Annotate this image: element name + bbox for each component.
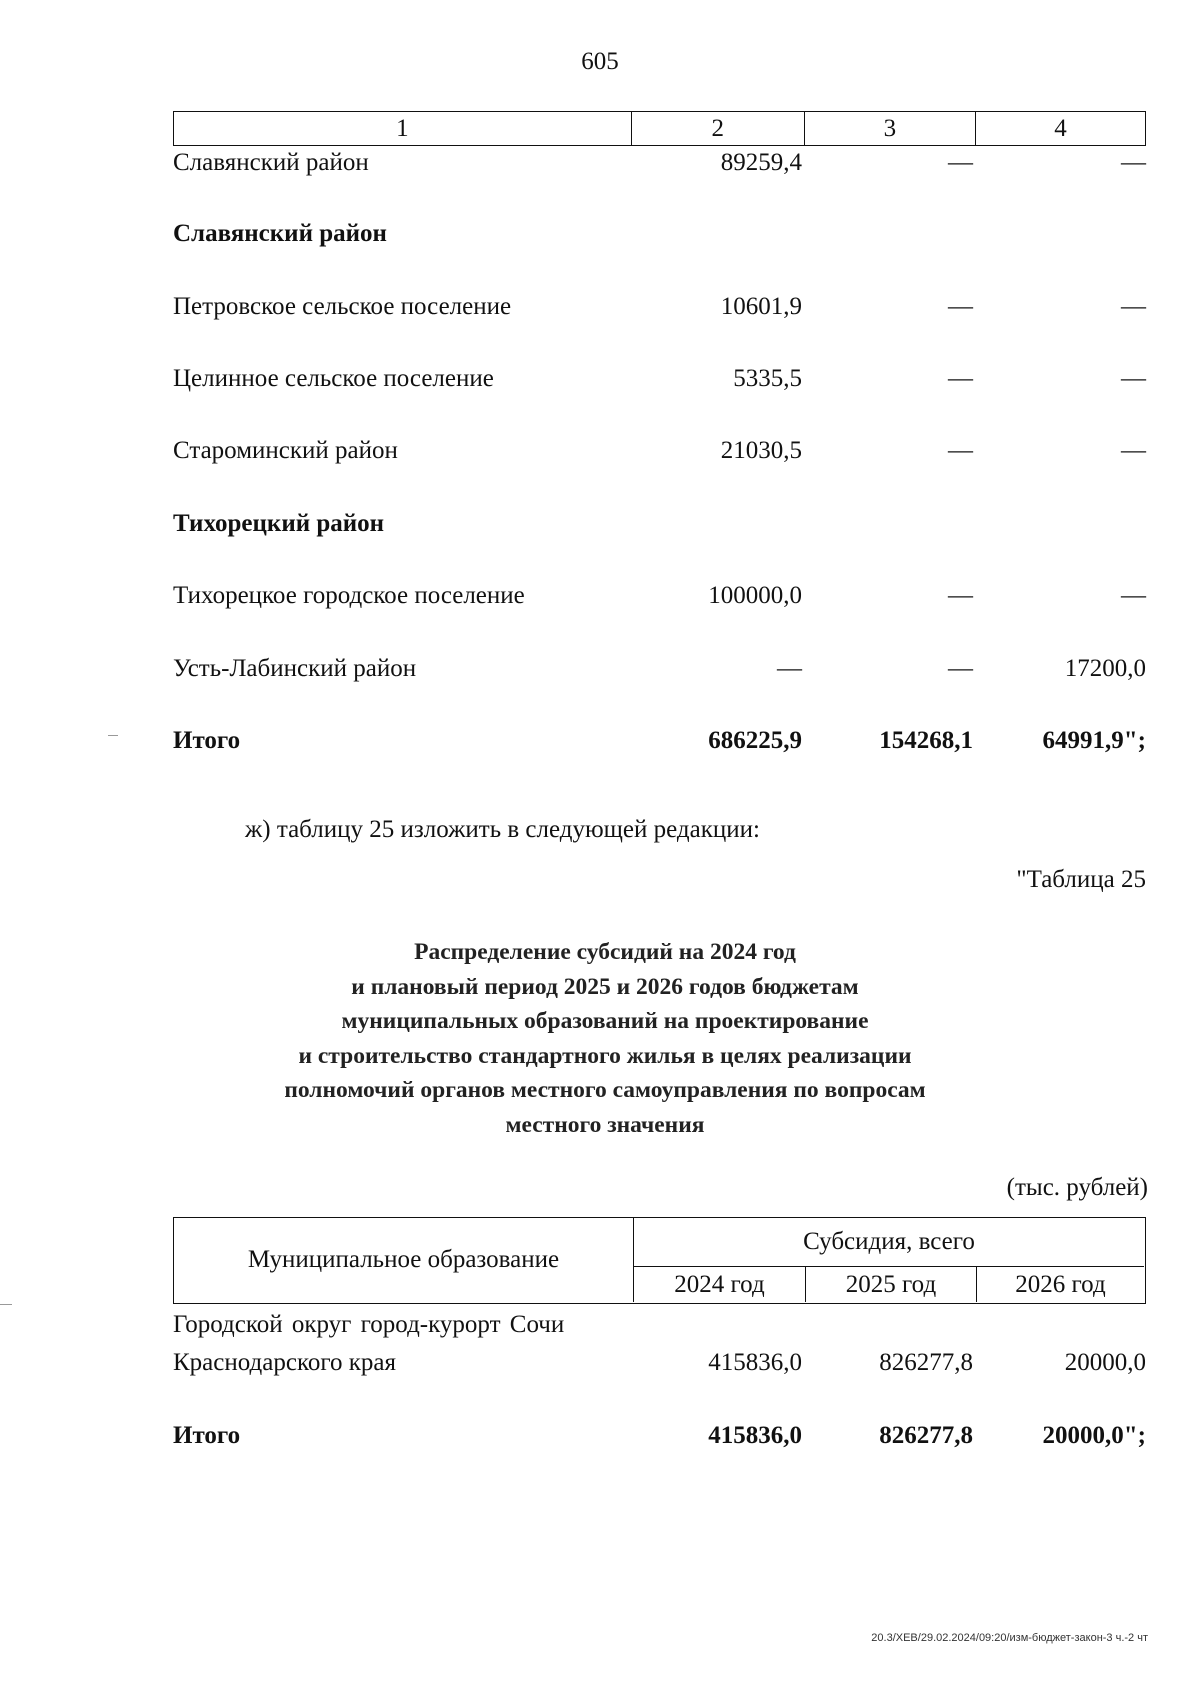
header-subsidy-total: Субсидия, всего [634,1218,1144,1267]
row-name: Тихорецкий район [173,510,385,537]
row-value-2026: — [1121,149,1146,176]
row-value-2024: 100000,0 [708,582,802,609]
row-value-2024: 415836,0 [708,1422,802,1449]
row-value-2025: 154268,1 [879,727,973,754]
page-number: 605 [581,48,619,75]
title-line: полномочий органов местного самоуправления по вопросам [284,1077,926,1103]
row-value-2025: 826277,8 [879,1422,973,1449]
header-year-2025: 2025 год [806,1267,977,1302]
scan-mark [0,1304,12,1305]
row-name: Славянский район [173,220,387,247]
row-value-2026: — [1121,365,1146,392]
row-value-2026: — [1121,293,1146,320]
row-name-line2: Краснодарского края [173,1349,396,1376]
row-value-2024: 89259,4 [720,149,802,176]
col-number-1: 1 [396,115,409,142]
row-value-2025: — [948,293,973,320]
row-value-2024: 415836,0 [708,1349,802,1376]
table1-column-numbers [173,111,1146,146]
row-value-2026: — [1121,582,1146,609]
table-row [173,582,1146,618]
title-line: и строительство стандартного жилья в целях реализации [298,1042,912,1069]
scan-mark [108,735,118,736]
title-line: муниципальных образований на проектирование [341,1008,869,1034]
row-name: Тихорецкое городское поселение [173,582,525,609]
units-label: (тыс. рублей) [1006,1174,1148,1201]
row-name: Славянский район [173,149,369,176]
table-row [173,293,1146,329]
table-row [173,437,1146,473]
table-row [173,365,1146,401]
col-number-3: 3 [804,112,975,145]
table-row-total [173,1422,1146,1458]
header-municipality: Муниципальное образование [174,1218,634,1302]
row-value-2026: 17200,0 [1064,655,1146,682]
table-row-group-heading [173,220,1146,256]
header-year-2026: 2026 год [1015,1271,1106,1298]
title-line: и плановый период 2025 и 2026 годов бюджетам [351,973,859,1000]
row-value-2024: 10601,9 [720,293,802,320]
row-value-2025: 826277,8 [879,1349,973,1376]
header-year-2024: 2024 год [634,1267,806,1302]
table-row-total [173,727,1146,763]
table-row-line1 [173,1311,1146,1347]
col-number-4: 4 [975,112,1145,145]
row-value-2026: 20000,0 [1064,1349,1146,1376]
row-value-2026: 64991,9"; [1042,727,1146,754]
row-name: Староминский район [173,437,398,464]
row-value-2025: — [948,437,973,464]
table-row [173,149,1146,185]
row-value-2025: — [948,149,973,176]
title-line: Распределение субсидий на 2024 год [414,939,796,965]
table2-header [173,1217,1146,1304]
row-value-2026: — [1121,437,1146,464]
row-value-2024: 21030,5 [720,437,802,464]
footer-document-code: 20.3/ХЕВ/29.02.2024/09:20/изм-бюджет-закон-3 ч.-2 чт [871,1632,1148,1644]
amendment-paragraph: ж) таблицу 25 изложить в следующей редакции: [245,816,760,843]
row-name: Целинное сельское поселение [173,365,494,392]
row-value-2025: — [948,655,973,682]
title-line: местного значения [505,1111,705,1138]
table-row-group-heading [173,510,1146,546]
table-label: "Таблица 25 [1016,866,1146,893]
row-name: Петровское сельское поселение [173,293,512,320]
row-name: Итого [173,1422,241,1449]
table-row [173,1349,1146,1385]
row-value-2026: 20000,0"; [1042,1422,1146,1449]
row-value-2024: — [777,655,802,682]
row-value-2024: 686225,9 [708,727,802,754]
row-value-2025: — [948,365,973,392]
row-name: Усть-Лабинский район [173,655,417,682]
col-number-2: 2 [631,112,804,145]
table-title [240,935,970,1142]
row-name-line1: Городской округ город-курорт Сочи [173,1311,565,1338]
row-value-2025: — [948,582,973,609]
row-value-2024: 5335,5 [733,365,802,392]
table-row [173,655,1146,691]
row-name: Итого [173,727,241,754]
